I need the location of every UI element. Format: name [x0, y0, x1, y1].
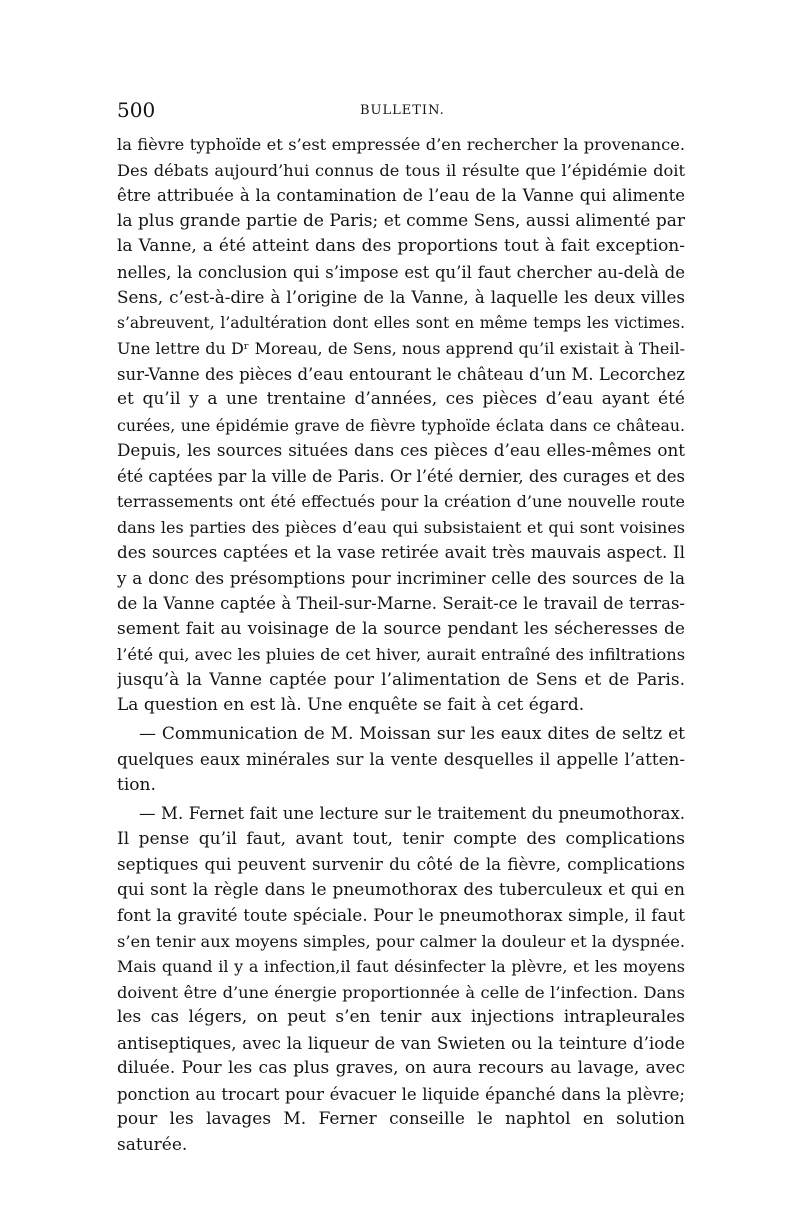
text-line: qui sont la règle dans le pneumothorax des tuberculeux et qui en	[117, 879, 685, 900]
text-line: ponction au trocart pour évacuer le liquide épanché dans la plèvre;	[117, 1084, 685, 1104]
text-line: des sources captées et la vase retirée avait très mauvais aspect. Il	[117, 542, 685, 562]
page-header	[117, 97, 687, 125]
text-line: s’en tenir aux moyens simples, pour calmer la douleur et la dyspnée.	[117, 931, 685, 951]
text-line: diluée. Pour les cas plus graves, on aura recours au lavage, avec	[117, 1058, 685, 1078]
text-line: font la gravité toute spéciale. Pour le pneumothorax simple, il faut	[117, 905, 685, 925]
text-line: de la Vanne captée à Theil-sur-Marne. Serait-ce le travail de terras-	[117, 594, 685, 613]
text-line: sement fait au voisinage de la source pendant les sécheresses de	[117, 618, 685, 639]
paragraph-typhoid-report	[117, 132, 685, 719]
paragraph-moissan-communication	[117, 722, 685, 799]
text-line: dans les parties des pièces d’eau qui subsistaient et qui sont voisines	[117, 517, 685, 537]
text-line: tion.	[117, 774, 156, 795]
text-line: Il pense qu’il faut, avant tout, tenir compte des complications	[117, 828, 685, 849]
text-line: La question en est là. Une enquête se fait à cet égard.	[117, 695, 585, 715]
text-line: septiques qui peuvent survenir du côté de la fièvre, complications	[117, 854, 685, 874]
running-title: BULLETIN.	[360, 103, 445, 118]
text-line: nelles, la conclusion qui s’impose est qu’il faut chercher au-delà de	[117, 262, 685, 282]
text-line: quelques eaux minérales sur la vente desquelles il appelle l’atten-	[117, 749, 685, 769]
text-line: être attribuée à la contamination de l’eau de la Vanne qui alimente	[117, 186, 685, 205]
text-line: doivent être d’une énergie proportionnée à celle de l’infection. Dans	[117, 982, 685, 1002]
text-line: été captées par la ville de Paris. Or l’été dernier, des curages et des	[117, 466, 685, 486]
text-line: s’abreuvent, l’adultération dont elles sont en même temps les victimes.	[117, 313, 685, 332]
text-line: l’été qui, avec les pluies de cet hiver, aurait entraîné des infiltrations	[117, 645, 685, 664]
text-line: sur-Vanne des pièces d’eau entourant le château d’un M. Lecorchez	[117, 364, 685, 384]
text-line: pour les lavages M. Ferner conseille le naphtol en solution	[117, 1109, 685, 1129]
text-line: y a donc des présomptions pour incriminer celle des sources de la	[117, 567, 685, 588]
text-line: saturée.	[117, 1134, 188, 1155]
text-line: — M. Fernet fait une lecture sur le traitement du pneumothorax.	[139, 804, 685, 823]
text-line: la plus grande partie de Paris; et comme Sens, aussi alimenté par	[117, 210, 685, 231]
text-line: antiseptiques, avec la liqueur de van Swieten ou la teinture d’iode	[117, 1032, 685, 1053]
text-line: Une lettre du Dʳ Moreau, de Sens, nous apprend qu’il existait à Theil-	[117, 339, 685, 358]
text-line: — Communication de M. Moissan sur les eaux dites de seltz et	[139, 723, 685, 744]
text-line: les cas légers, on peut s’en tenir aux injections intrapleurales	[117, 1007, 685, 1027]
text-line: Des débats aujourd’hui connus de tous il résulte que l’épidémie doit	[117, 160, 685, 180]
text-line: Depuis, les sources situées dans ces pièces d’eau elles-mêmes ont	[117, 440, 685, 460]
text-line: Mais quand il y a infection,il faut désinfecter la plèvre, et les moyens	[117, 957, 685, 976]
text-line: jusqu’à la Vanne captée pour l’alimentation de Sens et de Paris.	[117, 669, 685, 690]
text-line: terrassements ont été effectués pour la création d’une nouvelle route	[117, 492, 685, 511]
text-line: curées, une épidémie grave de fièvre typhoïde éclata dans ce château.	[117, 415, 685, 435]
text-line: Sens, c’est-à-dire à l’origine de la Vanne, à laquelle les deux villes	[117, 287, 685, 307]
body-text	[117, 132, 685, 1158]
text-line: et qu’il y a une trentaine d’années, ces pièces d’eau ayant été	[117, 389, 685, 409]
paragraph-fernet-pneumothorax	[117, 801, 685, 1158]
page-number: 500	[117, 98, 156, 122]
text-line: la Vanne, a été atteint dans des proportions tout à fait exception-	[117, 236, 685, 256]
text-line: la fièvre typhoïde et s’est empressée d’en rechercher la provenance.	[117, 135, 685, 154]
